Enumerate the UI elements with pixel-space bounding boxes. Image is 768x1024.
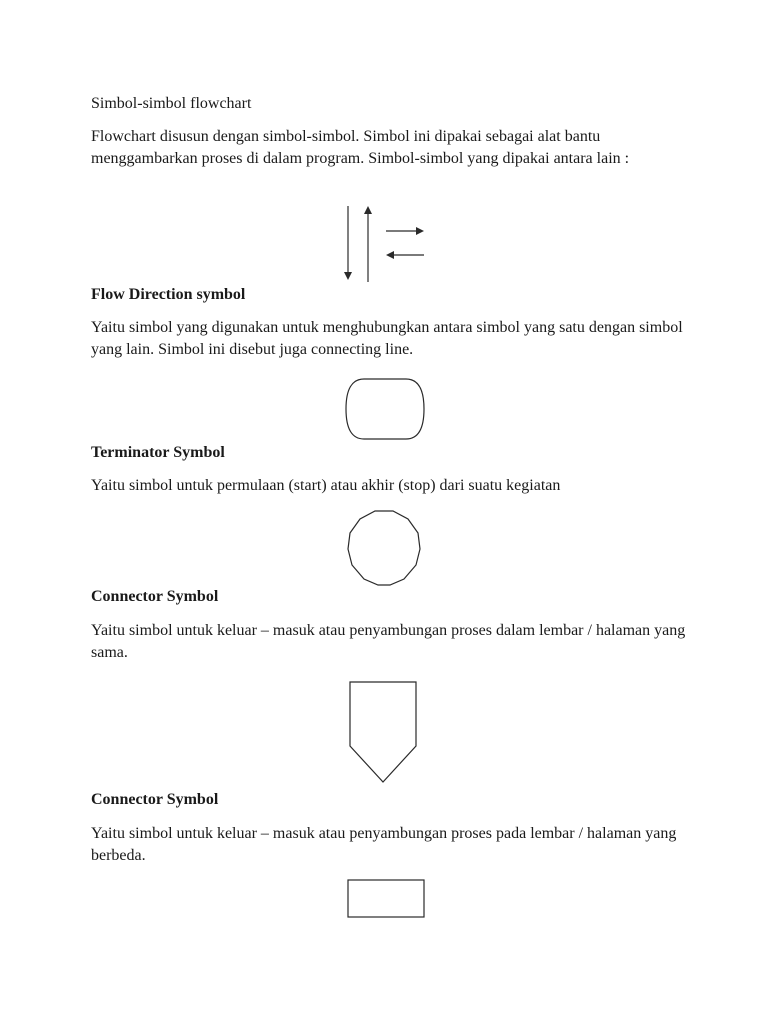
intro-paragraph: Flowchart disusun dengan simbol-simbol. Simbol ini dipakai sebagai alat bantu menggambarkan proses di dalam program. Simbol-simbol yang dipakai antara lain : [91,128,630,167]
heading-connector-other-page: Connector Symbol [91,791,219,808]
heading-flow-direction: Flow Direction symbol [91,286,246,303]
off-page-connector-icon [346,680,420,786]
heading-terminator: Terminator Symbol [91,444,225,461]
process-rectangle-icon [346,878,426,920]
document-title: Simbol-simbol flowchart [91,95,252,112]
text-terminator: Yaitu simbol untuk permulaan (start) atau akhir (stop) dari suatu kegiatan [91,477,561,494]
connector-circle-icon [346,509,422,587]
text-flow-direction: Yaitu simbol yang digunakan untuk menghubungkan antara simbol yang satu dengan simbol yang lain. Simbol ini disebut juga connecting line. [91,319,683,358]
text-connector-same-page: Yaitu simbol untuk keluar – masuk atau penyambungan proses dalam lembar / halaman yang sama. [91,622,686,661]
heading-connector-same-page: Connector Symbol [91,588,219,605]
terminator-symbol-icon [344,377,426,441]
text-connector-other-page: Yaitu simbol untuk keluar – masuk atau penyambungan proses pada lembar / halaman yang berbeda. [91,825,677,864]
flow-direction-arrows-icon [340,202,430,284]
